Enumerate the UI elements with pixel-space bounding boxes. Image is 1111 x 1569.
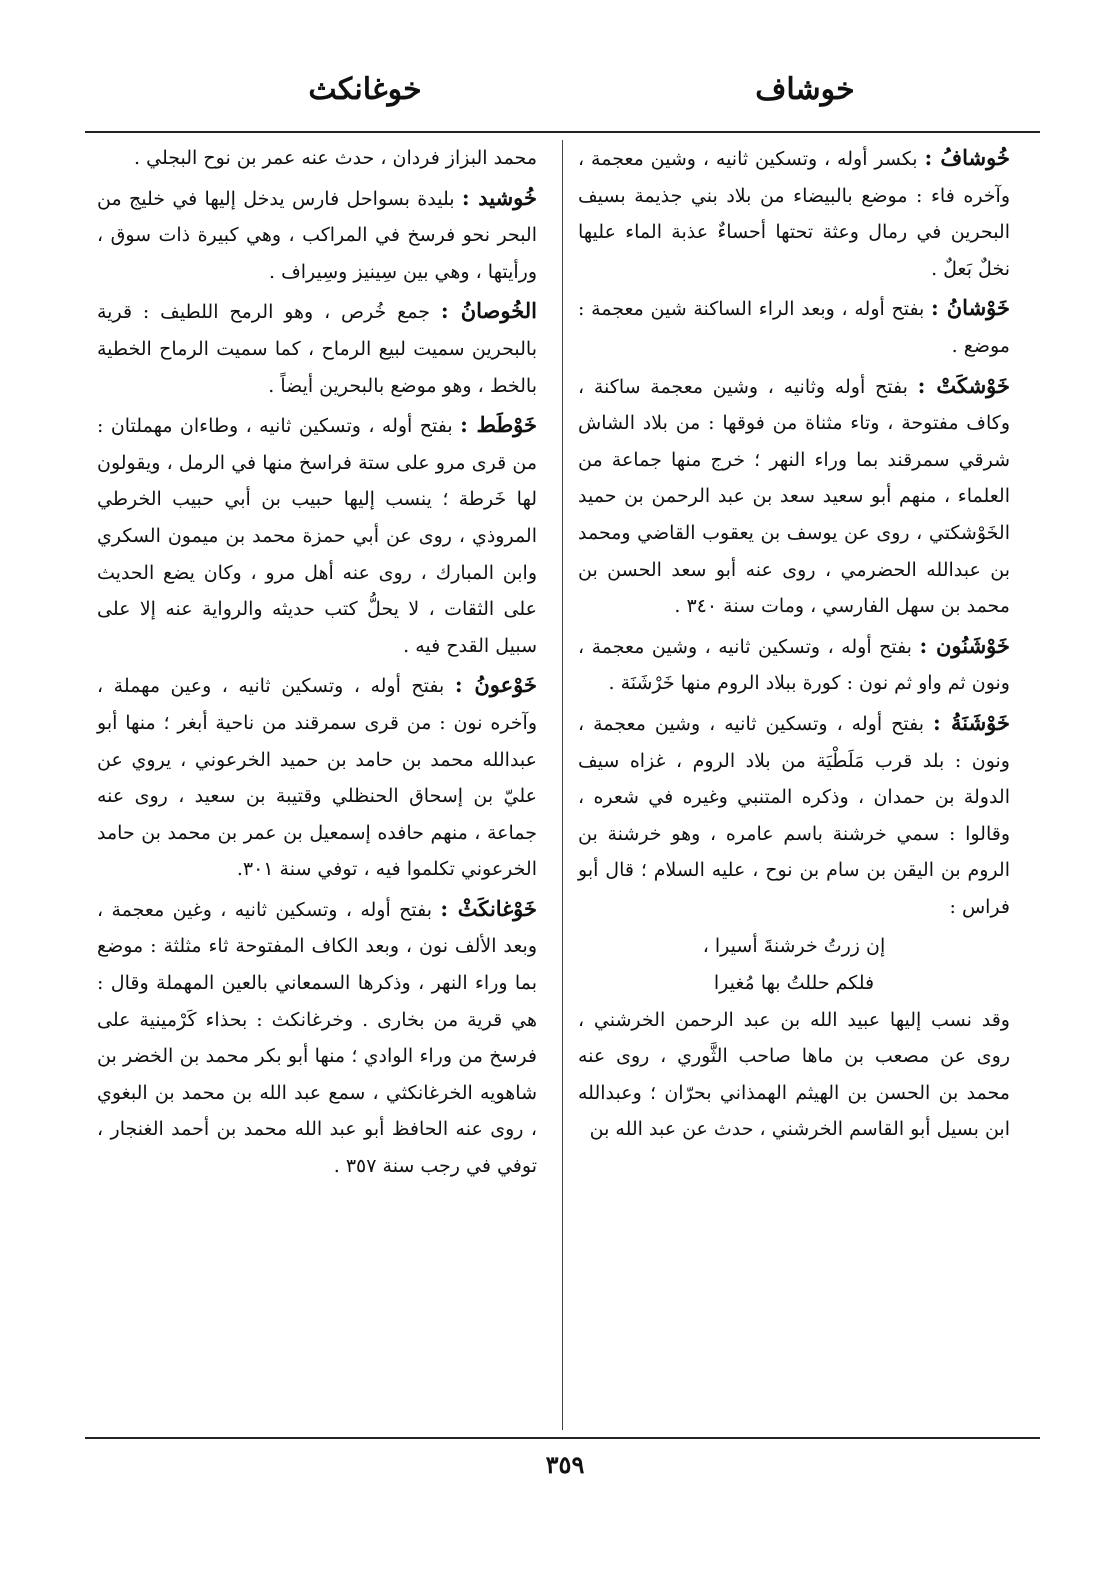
entry-text: بفتح أوله وثانيه ، وشين معجمة ساكنة ، وكاف مفتوحة ، وتاء مثناة من فوقها : من بلاد الشاش شرقي سمرقند بما وراء النهر ؛ خرج منها جماعة من العلماء ، منهم أبو سعيد سعد بن عبد الرحمن بن حميد الخَوْشكتي ، روى عن يوسف بن يعقوب القاضي ومحمد بن عبدالله الحضرمي ، روى عنه أبو سعد الحسن بن محمد بن سهل الفارسي ، ومات سنة ٣٤٠ . <box>578 375 1010 618</box>
entry-headword: خَوْشانُ : <box>931 295 1010 321</box>
right-column <box>578 140 1010 1151</box>
running-header-left: خوغانكث <box>308 72 422 107</box>
entry-text: وقد نسب إليها عبيد الله بن عبد الرحمن الخرشني ، روى عن مصعب بن ماها صاحب الثَّوري ، روى عنه محمد بن الحسن بن الهيثم الهمذاني بحرّان ؛ وعبدالله ابن بسيل أبو القاسم الخرشني ، حدث عن عبد الله بن <box>578 1008 1010 1141</box>
entry-headword: خَوْعونُ : <box>454 672 537 698</box>
entry-headword: خَوْشَنَةُ : <box>932 709 1011 735</box>
entry-khawshanun <box>578 628 1010 702</box>
left-column <box>97 140 537 1188</box>
entry-text: بليدة بسواحل فارس يدخل إليها في خليج من البحر نحو فرسخ في المراكب ، وهي كبيرة ذات سوق ، ورأيتها ، وهي بين سِينيز وسِيراف . <box>97 187 537 283</box>
entry-kharshana <box>578 705 1010 926</box>
entry-text: بفتح أوله ، وتسكين ثانيه ، وغين معجمة ، وبعد الألف نون ، وبعد الكاف المفتوحة ثاء مثلثة : موضع بما وراء النهر ، وذكرها السمعاني بالعين المهملة وقال : هي قرية من بخارى . وخرغانكث : بحذاء كَرْمينية على فرسخ من وراء الوادي ؛ منها أبو بكر محمد بن الخضر بن شاهويه الخرغانكثي ، سمع عبد الله بن محمد بن البغوي ، روى عنه الحافظ أبو عبد الله محمد بن أحمد الغنجار ، توفي في رجب سنة ٣٥٧ . <box>97 898 537 1178</box>
entry-continued-top <box>97 140 537 177</box>
entry-text: بفتح أوله ، وتسكين ثانيه ، وشين معجمة ، ونون ثم واو ثم نون : كورة ببلاد الروم منها خَرْشَنَة . <box>578 635 1010 695</box>
entry-headword: خَوْشَنُون : <box>919 632 1010 658</box>
entry-headword: خُوشافُ : <box>924 145 1010 170</box>
entry-khushaf <box>578 140 1010 287</box>
entry-text: محمد البزاز فردان ، حدث عنه عمر بن نوح البجلي . <box>134 147 537 169</box>
entry-khawun <box>97 667 537 888</box>
verse-line-1: إن زرتُ خرشنةَ أسيرا ، <box>702 935 886 958</box>
entry-text: جمع خُرص ، وهو الرمح اللطيف : قرية بالبحرين سميت لبيع الرماح ، كما سميت الرماح الخطية بالخط ، وهو موضع بالبحرين أيضاً . <box>97 301 537 397</box>
entry-continuation <box>578 1002 1010 1148</box>
entry-headword: خُوشيد : <box>461 184 537 210</box>
entry-khawtat <box>97 407 537 664</box>
entry-alkhusan <box>97 293 537 404</box>
entry-headword: خَوْشكَتْ : <box>917 372 1010 398</box>
entry-text: بفتح أوله ، وبعد الراء الساكنة شين معجمة : موضع . <box>578 298 1010 357</box>
entry-khawshkat <box>578 368 1010 625</box>
top-rule <box>85 131 1040 133</box>
entry-text: بفتح أوله ، وتسكين ثانيه ، وشين معجمة ، ونون : بلد قرب مَلَطْيَة من بلاد الروم ، غزاه سيف الدولة بن حمدان ، وذكره المتنبي وغيره في شعره ، وقالوا : سمي خرشنة باسم عامره ، وهو خرشنة بن الروم بن اليقن بن سام بن نوح ، عليه السلام ؛ قال أبو فراس : <box>578 712 1010 918</box>
verse-line-2: فلكم حللتُ بها مُغيرا <box>713 972 875 995</box>
entry-text: بكسر أوله ، وتسكين ثانيه ، وشين معجمة ، وآخره فاء : موضع بالبيضاء من بلاد بني جذيمة بسيف البحرين في رمال وعثة تحتها أحساءٌ عذبة الماء عليها نخلٌ بَعلٌ . <box>578 148 1010 280</box>
entry-khawshan <box>578 290 1010 364</box>
entry-headword: خَوْطَط : <box>460 412 537 438</box>
entry-text: بفتح أوله ، وتسكين ثانيه ، وطاءان مهملتان : من قرى مرو على ستة فراسخ منها في الرمل ، ويقولون لها خَرطة ؛ ينسب إليها حبيب بن أبي حبيب الخرطي المروذي ، روى عن أبي حمزة محمد بن ميمون السكري وابن المبارك ، روى عنه أهل مرو ، وكان يضع الحديث على الثقات ، لا يحلُّ كتب حديثه والرواية عنه إلا على سبيل القدح فيه . <box>97 415 537 657</box>
entry-headword: خَوْغانكَثْ : <box>440 895 538 921</box>
entry-text: بفتح أوله ، وتسكين ثانيه ، وعين مهملة ، وآخره نون : من قرى سمرقند من ناحية أبغر ؛ منها أبو عبدالله محمد بن حامد بن حميد الخرعوني ، يروي عن عليّ بن إسحاق الحنظلي وقتيبة بن سعيد ، روى عنه جماعة ، منهم حافده إسمعيل بن عمر بن محمد بن حامد الخرعوني تكلموا فيه ، توفي سنة ٣٠١. <box>97 675 537 881</box>
running-header-right: خوشاف <box>755 72 855 107</box>
bottom-rule <box>85 1437 1040 1439</box>
entry-headword: الخُوصانُ : <box>440 298 537 324</box>
entry-khushid <box>97 180 537 291</box>
entry-khawghankath <box>97 891 537 1185</box>
column-divider <box>562 140 563 1430</box>
page-number: ٣٥٩ <box>545 1450 585 1479</box>
